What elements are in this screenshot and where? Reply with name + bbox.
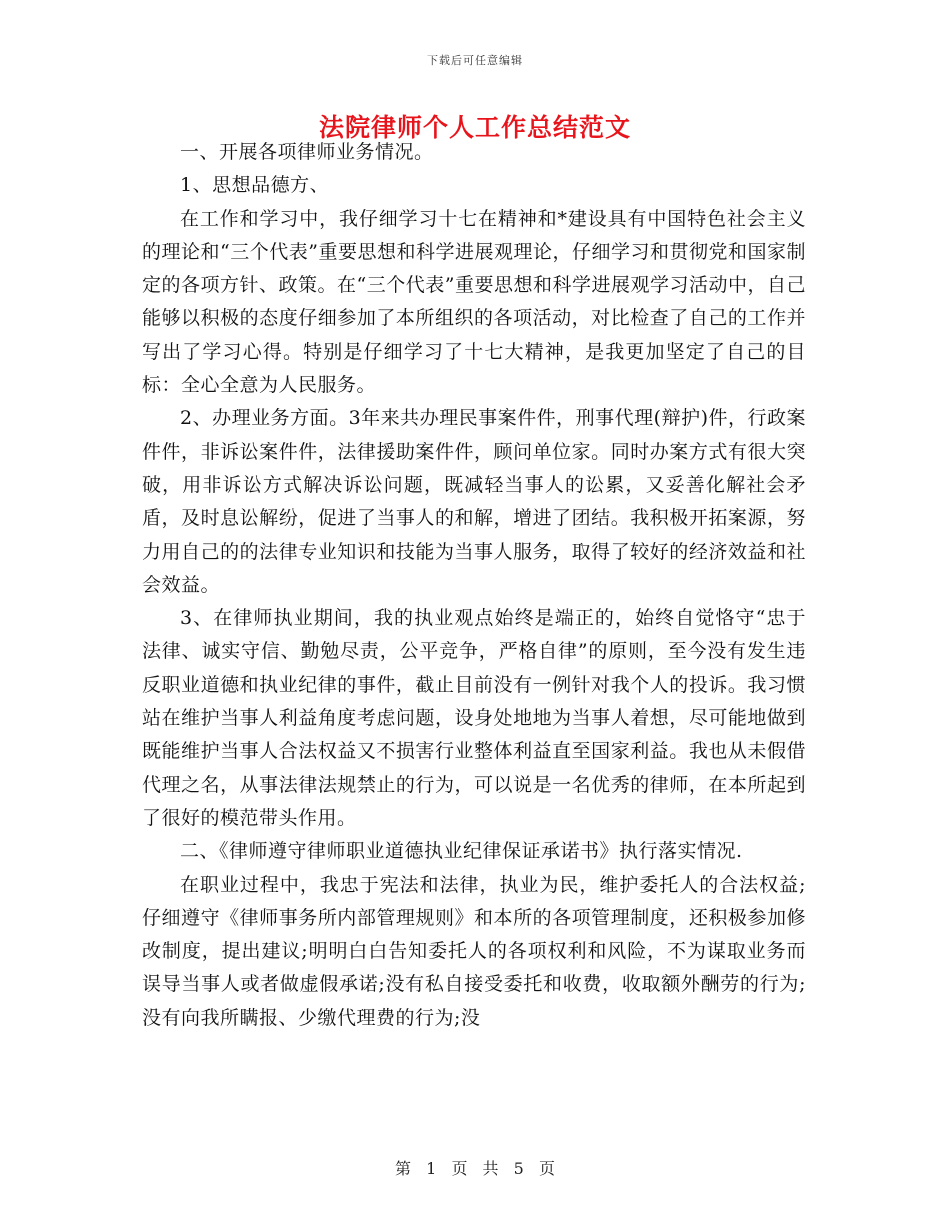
- paragraph-practice: 3、在律师执业期间，我的执业观点始终是端正的，始终自觉恪守“忠于法律、诚实守信、勤勉尽责，公平竞争，严格自律”的原则，至今没有发生违反职业道德和执业纪律的事件，截止目前没有一例针对我个人的投诉。我习惯站在维护当事人利益角度考虑问题，设身处地地为当事人着想，尽可能地做到既能维护当事人合法权益又不损害行业整体利益直至国家利益。我也从未假借代理之名，从事法律法规禁止的行为，可以说是一名优秀的律师，在本所起到了很好的模范带头作用。: [142, 607, 806, 829]
- footer-current-page: 1: [426, 1159, 437, 1178]
- footer-total-unit: 页: [538, 1159, 555, 1178]
- paragraph-section-1-heading: 一、开展各项律师业务情况。: [180, 141, 434, 163]
- document-body: [142, 136, 806, 1035]
- footer-total-pages: 5: [513, 1159, 524, 1178]
- paragraph-career: 在职业过程中，我忠于宪法和法律，执业为民，维护委托人的合法权益;仔细遵守《律师事务所内部管理规则》和本所的各项管理制度，还积极参加修改制度，提出建议;明明白白告知委托人的各项权利和风险，不为谋取业务而误导当事人或者做虚假承诺;没有私自接受委托和收费，收取额外酬劳的行为;没有向我所瞒报、少缴代理费的行为;没: [142, 873, 806, 1029]
- paragraph-section-2-heading: 二、《律师遵守律师职业道德执业纪律保证承诺书》执行落实情况.: [180, 840, 743, 863]
- page-footer: [0, 1156, 950, 1179]
- paragraph-study: 在工作和学习中，我仔细学习十七在精神和*建设具有中国特色社会主义的理论和“三个代表”重要思想和科学进展观理论，仔细学习和贯彻党和国家制定的各项方针、政策。在“三个代表”重要思想和科学进展观学习活动中，自己能够以积极的态度仔细参加了本所组织的各项活动，对比检查了自己的工作并写出了学习心得。特别是仔细学习了十七大精神，是我更加坚定了自己的目标：全心全意为人民服务。: [142, 207, 806, 397]
- footer-page-unit: 页: [451, 1159, 468, 1178]
- paragraph-business: 2、办理业务方面。3年来共办理民事案件件，刑事代理(辩护)件，行政案件件，非诉讼案件件，法律援助案件件，顾问单位家。同时办案方式有很大突破，用非诉讼方式解决诉讼问题，既减轻当事人的讼累，又妥善化解社会矛盾，及时息讼解纷，促进了当事人的和解，增进了团结。我积极开拓案源，努力用自己的的法律专业知识和技能为当事人服务，取得了较好的经济效益和社会效益。: [142, 407, 807, 596]
- header-note: 下载后可任意编辑: [427, 54, 523, 67]
- footer-prefix: 第: [395, 1159, 412, 1178]
- footer-total-prefix: 共: [482, 1159, 499, 1178]
- document-title: 法院律师个人工作总结范文: [318, 113, 631, 142]
- paragraph-subsection-1: 1、思想品德方、: [180, 174, 330, 197]
